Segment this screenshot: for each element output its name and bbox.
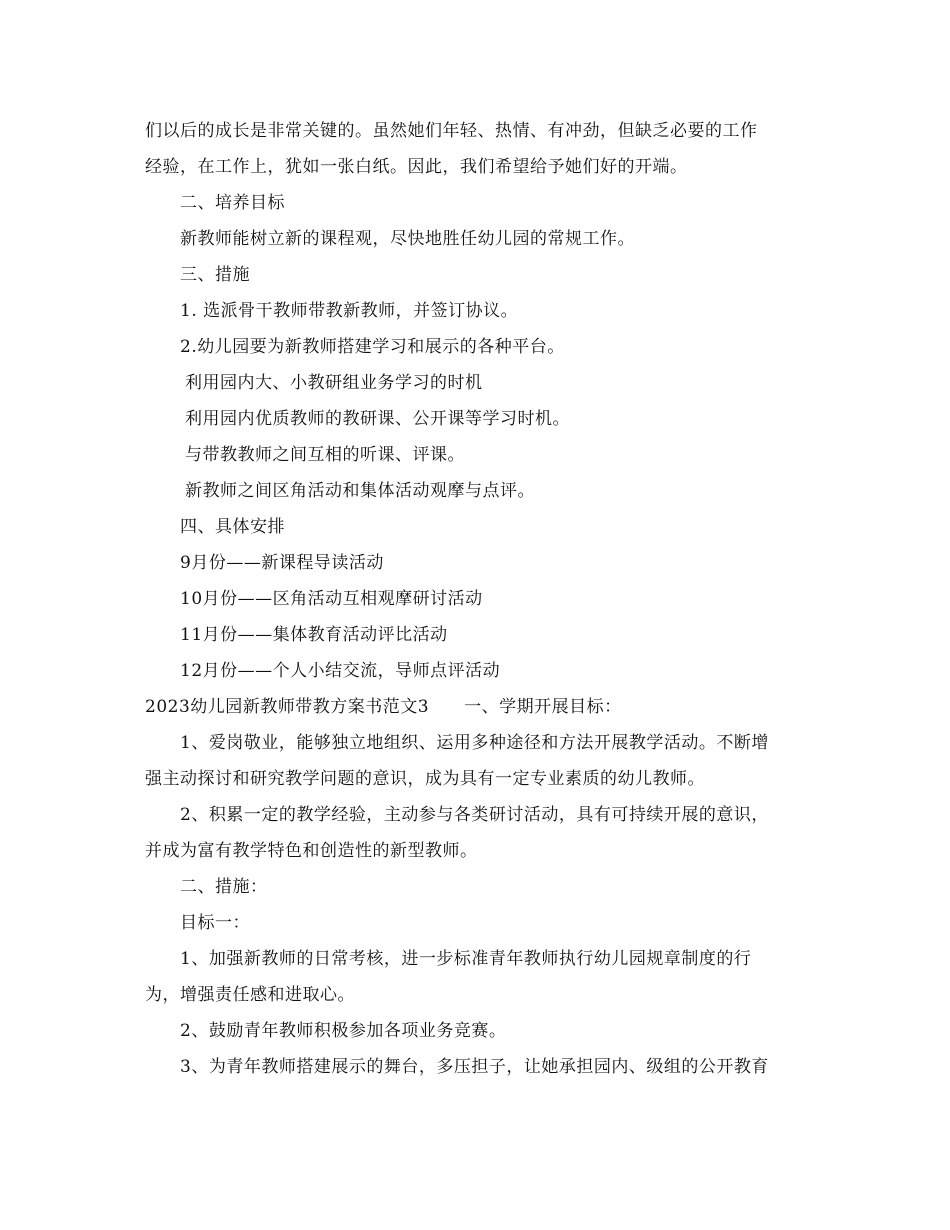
section-heading: 三、措施 [180, 265, 250, 285]
paragraph-line: 新教师能树立新的课程观，尽快地胜任幼儿园的常规工作。 [180, 229, 635, 249]
paragraph-line: 们以后的成长是非常关键的。虽然她们年轻、热情、有冲劲，但缺乏必要的工作 [145, 121, 758, 141]
schedule-item: 11月份——集体教育活动评比活动 [180, 625, 448, 645]
list-item: 利用园内大、小教研组业务学习的时机 [185, 373, 483, 393]
list-item: 2.幼儿园要为新教师搭建学习和展示的各种平台。 [180, 337, 565, 357]
paragraph-line: 2、鼓励青年教师积极参加各项业务竞赛。 [180, 1021, 507, 1041]
paragraph-line: 2、积累一定的教学经验，主动参与各类研讨活动，具有可持续开展的意识， [180, 805, 769, 825]
schedule-item: 10月份——区角活动互相观摩研讨活动 [180, 589, 483, 609]
list-item: 与带教教师之间互相的听课、评课。 [185, 445, 465, 465]
subsection-heading: 目标一： [180, 913, 250, 933]
list-item: 1. 选派骨干教师带教新教师，并签订协议。 [180, 301, 519, 321]
list-item: 新教师之间区角活动和集体活动观摩与点评。 [185, 481, 535, 501]
list-item: 利用园内优质教师的教研课、公开课等学习时机。 [185, 409, 570, 429]
paragraph-line: 经验，在工作上，犹如一张白纸。因此，我们希望给予她们好的开端。 [145, 157, 688, 177]
document-title-line: 2023幼儿园新教师带教方案书范文3 一、学期开展目标： [145, 697, 622, 717]
schedule-item: 9月份——新课程导读活动 [180, 553, 384, 573]
section-heading: 二、措施： [180, 877, 268, 897]
paragraph-line: 1、爱岗敬业，能够独立地组织、运用多种途径和方法开展教学活动。不断增 [180, 733, 769, 753]
paragraph-line: 强主动探讨和研究教学问题的意识，成为具有一定专业素质的幼儿教师。 [145, 769, 705, 789]
section-heading: 二、培养目标 [180, 193, 285, 213]
paragraph-line: 3、为青年教师搭建展示的舞台，多压担子，让她承担园内、级组的公开教育 [180, 1057, 769, 1077]
schedule-item: 12月份——个人小结交流，导师点评活动 [180, 661, 501, 681]
paragraph-line: 为，增强责任感和进取心。 [145, 985, 355, 1005]
paragraph-line: 并成为富有教学特色和创造性的新型教师。 [145, 841, 478, 861]
paragraph-line: 1、加强新教师的日常考核，进一步标准青年教师执行幼儿园规章制度的行 [180, 949, 752, 969]
section-heading: 四、具体安排 [180, 517, 285, 537]
